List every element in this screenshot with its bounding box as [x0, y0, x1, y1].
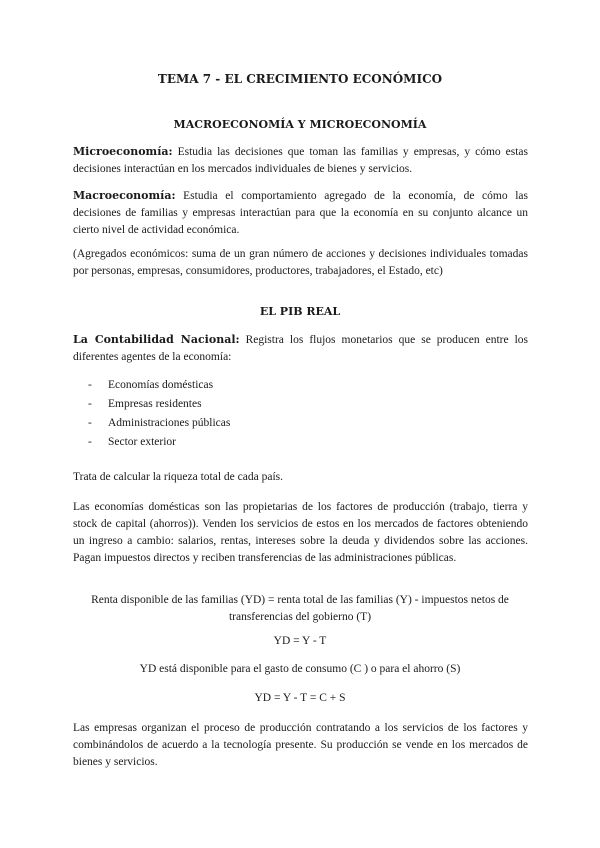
- yd-usage-text: YD está disponible para el gasto de consumo (C ) o para el ahorro (S): [139, 663, 461, 675]
- list-item: - Economías domésticas: [88, 379, 214, 391]
- definition-macroeconomia: Estudia el comportamiento agregado de la economía, de cómo las decisiones de familias y empresas interactúan para que la economía en su conjunto alcance un cierto nivel de actividad económica.: [73, 190, 529, 236]
- paragraph-microeconomia: [73, 143, 528, 178]
- list-item: - Sector exterior: [88, 436, 177, 448]
- paragraph-economias-domesticas: Las economías domésticas son las propietarias de los factores de producción (trabajo, tierra y stock de capital (ahorros)). Venden los servicios de estos en los mercados de factores obteniendo un ingreso a cambio: salarios, rentas, intereses sobre la deuda y dividendos sobre las acciones. Pagan impuestos directos y reciben transferencias de las administraciones públicas.: [73, 501, 528, 564]
- paragraph-contabilidad-nacional: [73, 331, 528, 366]
- paragraph-empresas: Las empresas organizan el proceso de producción contratando a los servicios de los factores y combinándolos de acuerdo a la tecnología presente. Su producción se vende en los mercados de bienes y servicios.: [73, 722, 528, 768]
- equation-yd-cs: YD = Y - T = C + S: [254, 692, 346, 704]
- paragraph-macroeconomia: [73, 187, 528, 239]
- yd-definition-line-2: transferencias del gobierno (T): [228, 611, 372, 623]
- page-title: TEMA 7 - EL CRECIMIENTO ECONÓMICO: [157, 72, 443, 86]
- definition-contabilidad-nacional: Registra los flujos monetarios que se producen entre los diferentes agentes de la economía:: [73, 334, 528, 363]
- paragraph-riqueza: Trata de calcular la riqueza total de cada país.: [73, 471, 283, 483]
- list-item: - Empresas residentes: [88, 398, 202, 410]
- section-heading-macro-micro: MACROECONOMÍA Y MICROECONOMÍA: [173, 118, 427, 131]
- definition-microeconomia: Estudia las decisiones que toman las familias y empresas, y cómo estas decisiones interactúan en los mercados individuales de bienes y servicios.: [73, 146, 529, 175]
- agents-list: [88, 376, 230, 452]
- section-heading-pib-real: EL PIB REAL: [259, 305, 341, 318]
- list-item: - Administraciones públicas: [88, 417, 231, 429]
- equation-yd: YD = Y - T: [273, 635, 327, 647]
- term-macroeconomia: Macroeconomía:: [73, 189, 176, 202]
- yd-definition-line-1: Renta disponible de las familias (YD) = renta total de las familias (Y) - impuestos netos de: [91, 594, 509, 606]
- term-contabilidad-nacional: La Contabilidad Nacional:: [73, 333, 240, 346]
- paragraph-agregados: (Agregados económicos: suma de un gran número de acciones y decisiones individuales tomadas por personas, empresas, consumidores, productores, trabajadores, el Estado, etc): [73, 248, 528, 277]
- term-microeconomia: Microeconomía:: [73, 145, 173, 158]
